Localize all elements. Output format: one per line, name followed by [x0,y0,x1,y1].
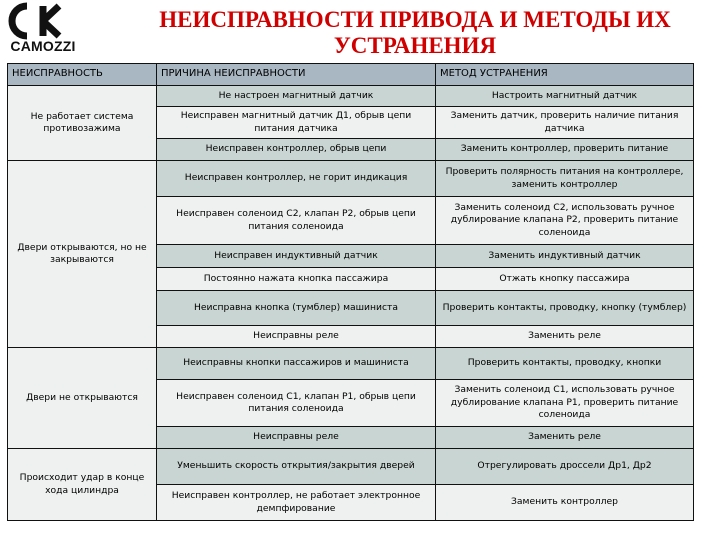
fix-cell: Отрегулировать дроссели Др1, Др2 [436,449,694,485]
fix-cell: Проверить контакты, проводку, кнопку (тумблер) [436,291,694,326]
cause-cell: Неисправен контроллер, обрыв цепи [157,139,436,161]
fix-cell: Заменить контроллер [436,485,694,521]
logo-text: CAMOZZI [10,38,76,54]
table-row [8,86,694,107]
cause-cell: Неисправен соленоид С1, клапан Р1, обрыв цепи питания соленоида [157,380,436,427]
cause-cell: Постоянно нажата кнопка пассажира [157,268,436,291]
symptom-cell: Двери открываются, но не закрываются [8,161,157,348]
cause-cell: Неисправен контроллер, не работает электронное демпфирование [157,485,436,521]
page-title [120,7,710,59]
cause-cell: Уменьшить скорость открытия/закрытия дверей [157,449,436,485]
cause-cell: Неисправны кнопки пассажиров и машиниста [157,348,436,380]
symptom-cell: Не работает система противозажима [8,86,157,161]
table-row [8,161,694,197]
fix-cell: Проверить контакты, проводку, кнопки [436,348,694,380]
cause-cell: Неисправен индуктивный датчик [157,245,436,268]
fix-cell: Отжать кнопку пассажира [436,268,694,291]
cause-cell: Неисправен магнитный датчик Д1, обрыв цепи питания датчика [157,107,436,139]
fix-cell: Заменить реле [436,326,694,348]
table-row [8,449,694,485]
title-line-1: НЕИСПРАВНОСТИ ПРИВОДА И МЕТОДЫ ИХ [159,7,671,32]
fix-cell: Заменить соленоид С1, использовать ручное дублирование клапана Р1, проверить питание соленоида [436,380,694,427]
fix-cell: Заменить датчик, проверить наличие питания датчика [436,107,694,139]
cause-cell: Не настроен магнитный датчик [157,86,436,107]
fix-cell: Заменить контроллер, проверить питание [436,139,694,161]
faults-table [7,63,694,521]
fix-cell: Заменить реле [436,427,694,449]
fix-cell: Проверить полярность питания на контроллере, заменить контроллер [436,161,694,197]
table-row [8,348,694,380]
header-cause: ПРИЧИНА НЕИСПРАВНОСТИ [157,64,436,86]
fix-cell: Заменить соленоид С2, использовать ручное дублирование клапана Р2, проверить питание соленоида [436,197,694,245]
cause-cell: Неисправны реле [157,427,436,449]
cause-cell: Неисправны реле [157,326,436,348]
symptom-cell: Происходит удар в конце хода цилиндра [8,449,157,521]
table-header-row [8,64,694,86]
symptom-cell: Двери не открываются [8,348,157,449]
cause-cell: Неисправен контроллер, не горит индикация [157,161,436,197]
header-fault: НЕИСПРАВНОСТЬ [8,64,157,86]
camozzi-logo [3,2,83,60]
cause-cell: Неисправен соленоид С2, клапан Р2, обрыв цепи питания соленоида [157,197,436,245]
camozzi-logo-mark-icon [3,2,83,42]
title-line-2: УСТРАНЕНИЯ [333,33,497,58]
cause-cell: Неисправна кнопка (тумблер) машиниста [157,291,436,326]
fix-cell: Заменить индуктивный датчик [436,245,694,268]
header-fix: МЕТОД УСТРАНЕНИЯ [436,64,694,86]
fix-cell: Настроить магнитный датчик [436,86,694,107]
